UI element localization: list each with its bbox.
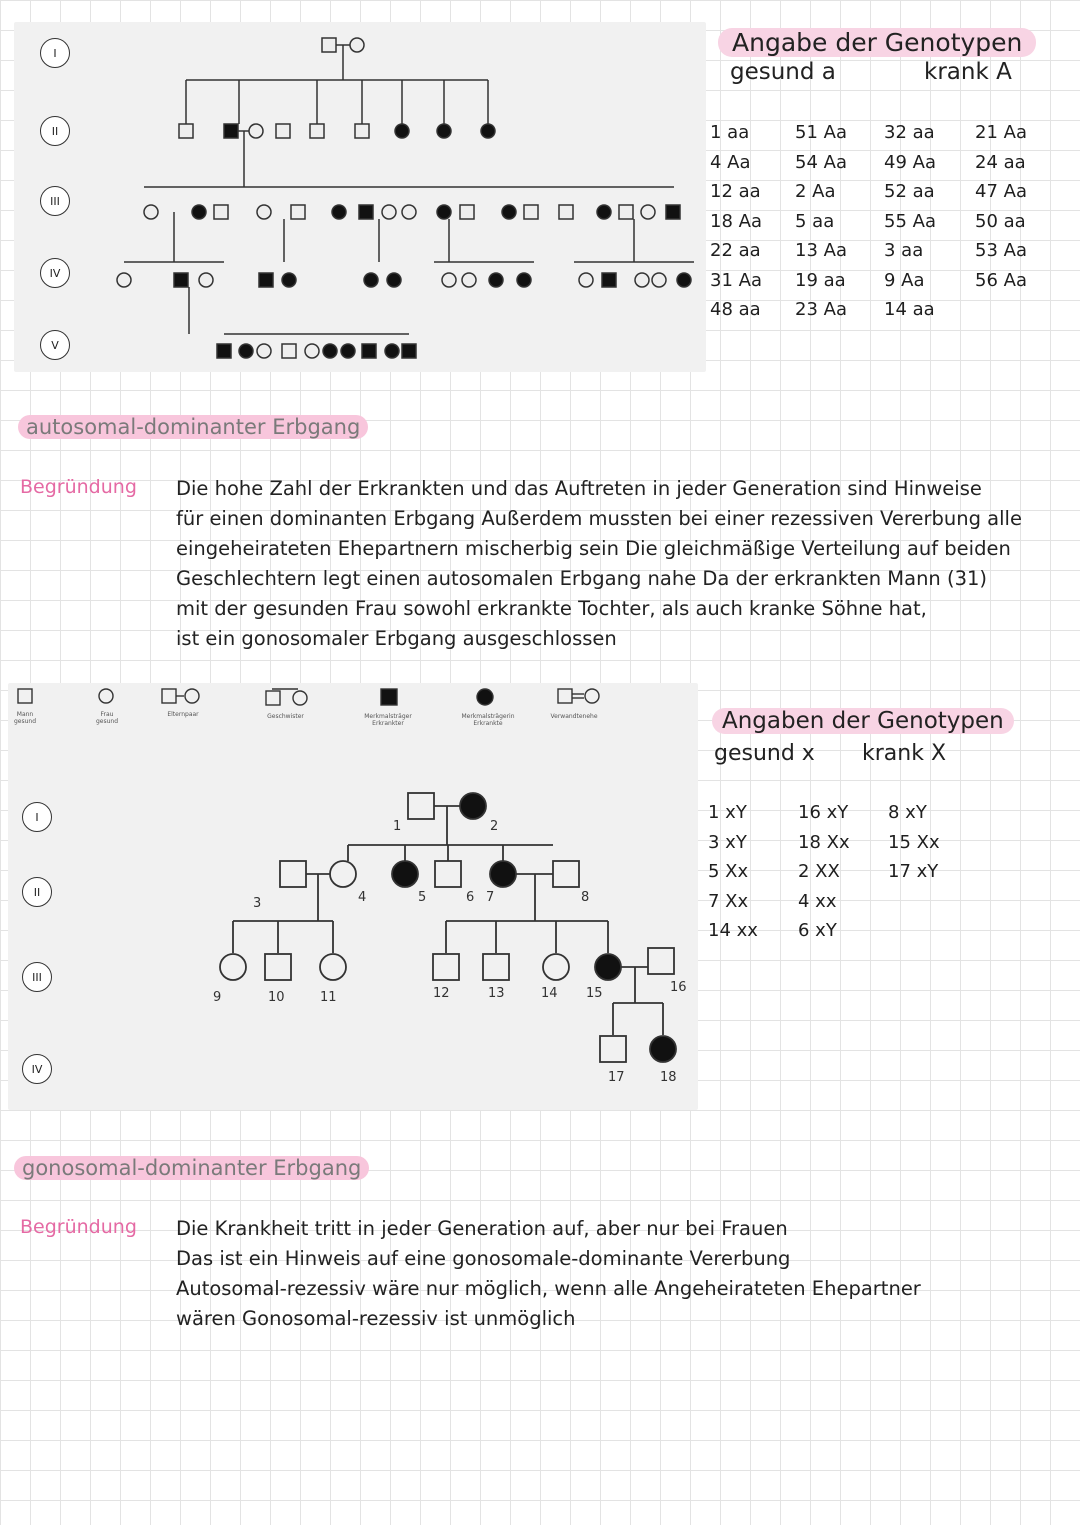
genotype-entry: 51 Aa (795, 122, 847, 143)
svg-text:9: 9 (213, 990, 222, 1005)
generation-marker: I (40, 38, 70, 68)
reason-line: Die hohe Zahl der Erkrankten und das Auftreten in jeder Generation sind Hinweise (176, 477, 982, 500)
genotype-entry: 14 aa (884, 299, 935, 320)
svg-text:2: 2 (490, 819, 499, 834)
genotype-entry: 23 Aa (795, 299, 847, 320)
genotype-entry: 32 aa (884, 122, 935, 143)
genotype-column (975, 118, 1027, 295)
generation-marker: III (22, 962, 52, 992)
genotype-entry: 3 aa (884, 240, 924, 261)
genotype-entry: 1 xY (708, 802, 747, 823)
genotype-entry: 4 Aa (710, 151, 751, 173)
genotype-entry: 49 Aa (884, 151, 936, 173)
genotype-entry: 22 aa (710, 240, 761, 261)
genotype-entry: 12 aa (710, 181, 761, 202)
genotype-entry: 52 aa (884, 181, 935, 202)
genotype-entry: 3 xY (708, 831, 747, 853)
generation-marker: II (22, 877, 52, 907)
genotype-entry: 9 Aa (884, 269, 925, 291)
legend-label: Merkmalsträgerin Erkrankte (461, 713, 515, 727)
svg-text:5: 5 (418, 890, 427, 905)
genotype-entry: 50 aa (975, 210, 1026, 232)
svg-text:10: 10 (268, 990, 285, 1005)
inheritance-conclusion: autosomal-dominanter Erbgang (18, 415, 368, 439)
genotype-healthy-label: gesund a (730, 59, 836, 85)
generation-marker: I (22, 802, 52, 832)
legend-label: Verwandtenehe (550, 713, 598, 720)
pedigree-photo-1 (14, 22, 706, 372)
svg-text:1: 1 (393, 819, 402, 834)
genotype-column (798, 798, 850, 946)
svg-text:7: 7 (486, 890, 495, 905)
genotype-entry: 5 aa (795, 210, 835, 232)
reason-text (176, 474, 1076, 654)
reason-line: ist ein gonosomaler Erbgang ausgeschlossen (176, 627, 617, 650)
reason-text (176, 1214, 1066, 1334)
legend-label: Mann gesund (13, 711, 37, 725)
genotype-column (708, 798, 758, 946)
generation-marker: II (40, 116, 70, 146)
genotype-title: Angaben der Genotypen (712, 708, 1014, 734)
genotype-entry: 15 Xx (888, 831, 940, 853)
genotype-column (710, 118, 762, 325)
inheritance-conclusion: gonosomal-dominanter Erbgang (14, 1156, 369, 1180)
genotype-entry: 5 Xx (708, 861, 749, 882)
svg-text:15: 15 (586, 986, 603, 1001)
genotype-entry: 55 Aa (884, 210, 936, 232)
genotype-column (888, 798, 940, 887)
generation-marker: IV (40, 258, 70, 288)
legend-label: Geschwister (267, 713, 304, 720)
genotype-entry: 31 Aa (710, 269, 762, 291)
genotype-entry: 6 xY (798, 920, 837, 941)
generation-marker: V (40, 330, 70, 360)
generation-marker: IV (22, 1054, 52, 1084)
reason-line: eingeheirateten Ehepartnern mischerbig sein Die gleichmäßige Verteilung auf beiden (176, 537, 1011, 560)
genotype-entry: 47 Aa (975, 181, 1027, 202)
reason-line: Geschlechtern legt einen autosomalen Erbgang nahe Da der erkrankten Mann (31) (176, 567, 988, 590)
generation-marker: III (40, 186, 70, 216)
genotype-entry: 54 Aa (795, 151, 847, 173)
svg-text:14: 14 (541, 986, 558, 1001)
reason-line: Die Krankheit tritt in jeder Generation auf, aber nur bei Frauen (176, 1217, 788, 1240)
genotype-title: Angabe der Genotypen (718, 28, 1036, 57)
genotype-sick-label: krank A (924, 59, 1012, 85)
reason-line: für einen dominanten Erbgang Außerdem mussten bei einer rezessiven Vererbung alle (176, 507, 1022, 530)
genotype-entry: 4 xx (798, 890, 837, 912)
legend-label: Elternpaar (167, 711, 199, 718)
pedigree-chart-1 (14, 22, 706, 372)
svg-text:18: 18 (660, 1070, 677, 1085)
pedigree-photo-2 (8, 683, 698, 1110)
genotype-entry: 2 XX (798, 861, 840, 882)
svg-text:13: 13 (488, 986, 505, 1001)
svg-text:3: 3 (253, 896, 262, 911)
genotype-entry: 1 aa (710, 122, 750, 143)
svg-text:6: 6 (466, 890, 475, 905)
genotype-sick-label: krank X (862, 741, 947, 766)
genotype-entry: 16 xY (798, 802, 849, 823)
svg-text:4: 4 (358, 890, 367, 905)
genotype-entry: 19 aa (795, 269, 846, 291)
legend-label: Merkmalsträger Erkrankter (364, 713, 412, 727)
genotype-entry: 7 Xx (708, 890, 749, 912)
reason-line: wären Gonosomal-rezessiv ist unmöglich (176, 1307, 576, 1330)
genotype-entry: 18 Aa (710, 210, 762, 232)
genotype-entry: 17 xY (888, 861, 939, 882)
genotype-column (795, 118, 847, 325)
reason-line: Das ist ein Hinweis auf eine gonosomale-dominante Vererbung (176, 1247, 791, 1270)
reason-line: mit der gesunden Frau sowohl erkrankte Tochter, als auch kranke Söhne hat, (176, 597, 927, 620)
genotype-entry: 8 xY (888, 802, 927, 823)
svg-text:8: 8 (581, 890, 590, 905)
reason-label: Begründung (20, 1216, 137, 1238)
svg-text:12: 12 (433, 986, 450, 1001)
svg-text:16: 16 (670, 980, 687, 995)
genotype-entry: 21 Aa (975, 122, 1027, 143)
genotype-entry: 13 Aa (795, 240, 847, 261)
svg-text:11: 11 (320, 990, 337, 1005)
genotype-entry: 53 Aa (975, 240, 1027, 261)
reason-label: Begründung (20, 476, 137, 498)
genotype-entry: 56 Aa (975, 269, 1027, 291)
legend-label: Frau gesund (95, 711, 119, 725)
genotype-entry: 18 Xx (798, 831, 850, 853)
genotype-healthy-label: gesund x (714, 741, 815, 766)
genotype-entry: 2 Aa (795, 181, 836, 202)
reason-line: Autosomal-rezessiv wäre nur möglich, wenn alle Angeheirateten Ehepartner (176, 1277, 921, 1300)
genotype-entry: 14 xx (708, 920, 758, 941)
pedigree-chart-2 (8, 683, 698, 1110)
svg-text:17: 17 (608, 1070, 625, 1085)
genotype-entry: 24 aa (975, 151, 1026, 173)
genotype-column (884, 118, 936, 325)
genotype-entry: 48 aa (710, 299, 761, 320)
